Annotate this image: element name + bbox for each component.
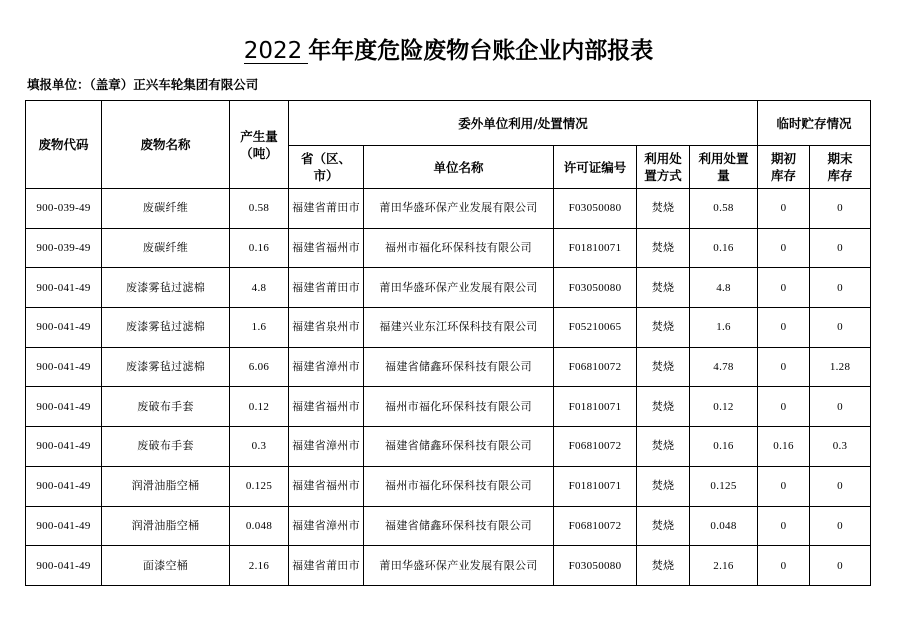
opening-stock-cell: 0 bbox=[758, 546, 810, 586]
generated-amount-cell: 0.12 bbox=[230, 387, 289, 427]
table-row bbox=[26, 546, 871, 586]
table-row bbox=[26, 466, 871, 506]
disposal-method-cell: 焚烧 bbox=[637, 466, 690, 506]
header-row-top bbox=[26, 101, 871, 146]
opening-stock-cell: 0 bbox=[758, 506, 810, 546]
waste-code-cell: 900-041-49 bbox=[26, 268, 102, 308]
closing-stock-cell: 0 bbox=[810, 189, 871, 229]
table-row bbox=[26, 308, 871, 348]
waste-code-cell: 900-041-49 bbox=[26, 466, 102, 506]
waste-name-cell: 废漆雾毡过滤棉 bbox=[102, 268, 230, 308]
header-storage-group: 临时贮存情况 bbox=[758, 101, 871, 146]
province-cell: 福建省泉州市 bbox=[289, 308, 364, 348]
province-cell: 福建省漳州市 bbox=[289, 347, 364, 387]
disposal-method-cell: 焚烧 bbox=[637, 546, 690, 586]
province-cell: 福建省漳州市 bbox=[289, 506, 364, 546]
generated-amount-cell: 0.3 bbox=[230, 427, 289, 467]
disposal-amount-cell: 0.12 bbox=[690, 387, 758, 427]
closing-stock-cell: 0 bbox=[810, 308, 871, 348]
waste-name-cell: 废破布手套 bbox=[102, 427, 230, 467]
opening-stock-cell: 0 bbox=[758, 387, 810, 427]
waste-name-cell: 废碳纤维 bbox=[102, 228, 230, 268]
waste-code-cell: 900-039-49 bbox=[26, 228, 102, 268]
table-row bbox=[26, 189, 871, 229]
generated-amount-cell: 1.6 bbox=[230, 308, 289, 348]
header-province: 省（区、 市） bbox=[289, 146, 364, 189]
header-opening-stock: 期初 库存 bbox=[758, 146, 810, 189]
header-waste-code: 废物代码 bbox=[26, 101, 102, 189]
closing-stock-cell: 0 bbox=[810, 228, 871, 268]
province-cell: 福建省莆田市 bbox=[289, 268, 364, 308]
company-name-cell: 福建省储鑫环保科技有限公司 bbox=[364, 347, 554, 387]
disposal-method-cell: 焚烧 bbox=[637, 189, 690, 229]
disposal-method-cell: 焚烧 bbox=[637, 228, 690, 268]
disposal-amount-cell: 0.048 bbox=[690, 506, 758, 546]
opening-stock-cell: 0 bbox=[758, 189, 810, 229]
province-cell: 福建省福州市 bbox=[289, 228, 364, 268]
report-title-text: 年年度危险废物台账企业内部报表 bbox=[308, 38, 654, 64]
reporting-unit: 填报单位：（盖章）正兴车轮集团有限公司 bbox=[27, 77, 259, 92]
generated-amount-cell: 6.06 bbox=[230, 347, 289, 387]
company-name-cell: 莆田华盛环保产业发展有限公司 bbox=[364, 546, 554, 586]
header-disposal-amount: 利用处置 量 bbox=[690, 146, 758, 189]
waste-code-cell: 900-039-49 bbox=[26, 189, 102, 229]
disposal-amount-cell: 0.58 bbox=[690, 189, 758, 229]
waste-code-cell: 900-041-49 bbox=[26, 387, 102, 427]
province-cell: 福建省莆田市 bbox=[289, 189, 364, 229]
opening-stock-cell: 0 bbox=[758, 347, 810, 387]
waste-code-cell: 900-041-49 bbox=[26, 347, 102, 387]
closing-stock-cell: 0 bbox=[810, 466, 871, 506]
table-row bbox=[26, 228, 871, 268]
disposal-amount-cell: 2.16 bbox=[690, 546, 758, 586]
report-year: 2022 bbox=[244, 39, 309, 64]
license-number-cell: F06810072 bbox=[554, 347, 637, 387]
license-number-cell: F01810071 bbox=[554, 466, 637, 506]
generated-amount-cell: 0.125 bbox=[230, 466, 289, 506]
disposal-method-cell: 焚烧 bbox=[637, 347, 690, 387]
province-cell: 福建省福州市 bbox=[289, 466, 364, 506]
waste-code-cell: 900-041-49 bbox=[26, 546, 102, 586]
waste-name-cell: 润滑油脂空桶 bbox=[102, 506, 230, 546]
closing-stock-cell: 0 bbox=[810, 506, 871, 546]
closing-stock-cell: 1.28 bbox=[810, 347, 871, 387]
generated-amount-cell: 0.16 bbox=[230, 228, 289, 268]
header-company-name: 单位名称 bbox=[364, 146, 554, 189]
closing-stock-cell: 0.3 bbox=[810, 427, 871, 467]
table-row bbox=[26, 347, 871, 387]
waste-name-cell: 废漆雾毡过滤棉 bbox=[102, 347, 230, 387]
company-name-cell: 福建省储鑫环保科技有限公司 bbox=[364, 506, 554, 546]
company-name-cell: 福州市福化环保科技有限公司 bbox=[364, 466, 554, 506]
closing-stock-cell: 0 bbox=[810, 268, 871, 308]
header-license-number: 许可证编号 bbox=[554, 146, 637, 189]
generated-amount-cell: 2.16 bbox=[230, 546, 289, 586]
disposal-amount-cell: 4.78 bbox=[690, 347, 758, 387]
company-name-cell: 福州市福化环保科技有限公司 bbox=[364, 387, 554, 427]
disposal-method-cell: 焚烧 bbox=[637, 506, 690, 546]
header-waste-name: 废物名称 bbox=[102, 101, 230, 189]
waste-name-cell: 废破布手套 bbox=[102, 387, 230, 427]
disposal-amount-cell: 0.125 bbox=[690, 466, 758, 506]
disposal-amount-cell: 1.6 bbox=[690, 308, 758, 348]
disposal-method-cell: 焚烧 bbox=[637, 268, 690, 308]
waste-code-cell: 900-041-49 bbox=[26, 506, 102, 546]
generated-amount-cell: 0.58 bbox=[230, 189, 289, 229]
license-number-cell: F03050080 bbox=[554, 268, 637, 308]
province-cell: 福建省福州市 bbox=[289, 387, 364, 427]
opening-stock-cell: 0 bbox=[758, 228, 810, 268]
opening-stock-cell: 0.16 bbox=[758, 427, 810, 467]
table-row bbox=[26, 268, 871, 308]
waste-name-cell: 面漆空桶 bbox=[102, 546, 230, 586]
header-closing-stock: 期末 库存 bbox=[810, 146, 871, 189]
company-name-cell: 福建省储鑫环保科技有限公司 bbox=[364, 427, 554, 467]
generated-amount-cell: 0.048 bbox=[230, 506, 289, 546]
table-row bbox=[26, 506, 871, 546]
waste-name-cell: 废碳纤维 bbox=[102, 189, 230, 229]
waste-name-cell: 废漆雾毡过滤棉 bbox=[102, 308, 230, 348]
company-name-cell: 莆田华盛环保产业发展有限公司 bbox=[364, 268, 554, 308]
license-number-cell: F05210065 bbox=[554, 308, 637, 348]
table-body bbox=[26, 189, 871, 586]
opening-stock-cell: 0 bbox=[758, 268, 810, 308]
disposal-method-cell: 焚烧 bbox=[637, 308, 690, 348]
license-number-cell: F01810071 bbox=[554, 228, 637, 268]
generated-amount-cell: 4.8 bbox=[230, 268, 289, 308]
report-title bbox=[0, 36, 897, 66]
disposal-amount-cell: 4.8 bbox=[690, 268, 758, 308]
header-outsourced-group: 委外单位利用/处置情况 bbox=[289, 101, 758, 146]
waste-code-cell: 900-041-49 bbox=[26, 427, 102, 467]
license-number-cell: F01810071 bbox=[554, 387, 637, 427]
company-name-cell: 福州市福化环保科技有限公司 bbox=[364, 228, 554, 268]
license-number-cell: F06810072 bbox=[554, 427, 637, 467]
license-number-cell: F03050080 bbox=[554, 189, 637, 229]
company-name-cell: 福建兴业东江环保科技有限公司 bbox=[364, 308, 554, 348]
province-cell: 福建省莆田市 bbox=[289, 546, 364, 586]
table-row bbox=[26, 427, 871, 467]
waste-name-cell: 润滑油脂空桶 bbox=[102, 466, 230, 506]
disposal-method-cell: 焚烧 bbox=[637, 427, 690, 467]
license-number-cell: F06810072 bbox=[554, 506, 637, 546]
header-generated-amount: 产生量 （吨） bbox=[230, 101, 289, 189]
closing-stock-cell: 0 bbox=[810, 387, 871, 427]
waste-code-cell: 900-041-49 bbox=[26, 308, 102, 348]
province-cell: 福建省漳州市 bbox=[289, 427, 364, 467]
disposal-amount-cell: 0.16 bbox=[690, 228, 758, 268]
table-header bbox=[26, 101, 871, 189]
table-row bbox=[26, 387, 871, 427]
opening-stock-cell: 0 bbox=[758, 308, 810, 348]
company-name-cell: 莆田华盛环保产业发展有限公司 bbox=[364, 189, 554, 229]
header-disposal-method: 利用处 置方式 bbox=[637, 146, 690, 189]
waste-ledger-table bbox=[25, 100, 871, 586]
disposal-method-cell: 焚烧 bbox=[637, 387, 690, 427]
closing-stock-cell: 0 bbox=[810, 546, 871, 586]
opening-stock-cell: 0 bbox=[758, 466, 810, 506]
license-number-cell: F03050080 bbox=[554, 546, 637, 586]
disposal-amount-cell: 0.16 bbox=[690, 427, 758, 467]
